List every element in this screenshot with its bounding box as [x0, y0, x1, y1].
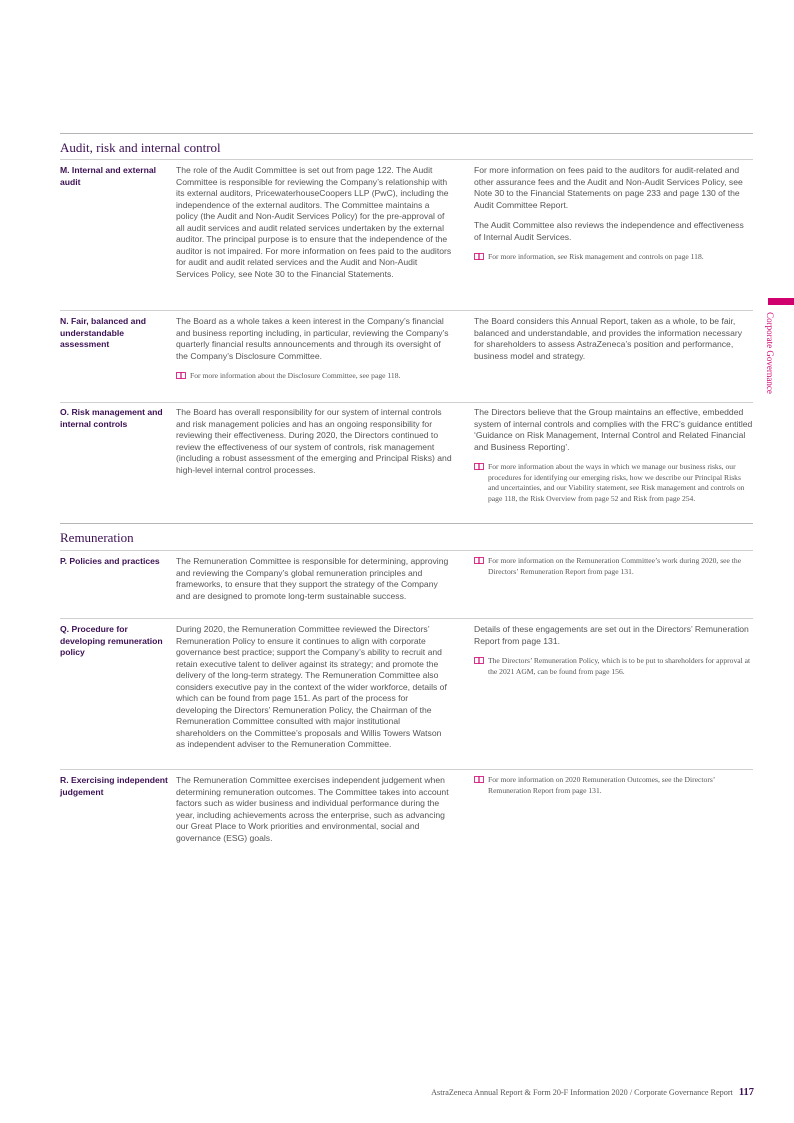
row-col2 [474, 624, 753, 677]
row-body [176, 556, 452, 602]
row-col2 [474, 556, 753, 577]
col2-paragraph: The Directors believe that the Group maintains an effective, embedded system of internal controls and complies with the FRC’s guidance entitled ‘Guidance on Risk Management, Internal Control and Related Financial and Business Reporting’. [474, 407, 753, 452]
row-body-text: The Board has overall responsibility for our system of internal controls and risk management policies and has an ongoing responsibility for reviewing their effectiveness. During 2020, the Directors continued to review the effectiveness of our system of controls, risk management (including a robust assessment of the emerging and Principal Risks) and high-level internal control processes. [176, 407, 452, 475]
section-top-rule [60, 133, 753, 134]
book-icon [474, 657, 484, 664]
row-body-text: The Remuneration Committee exercises independent judgement when determining remuneration outcomes. The Committee takes into account factors such as wider business and individual performance during the year, including achievements across the enterprise, such as advancing our Great Place to Work priorities and environmental, social and governance (ESG) goals. [176, 775, 449, 843]
note-text: For more information about the ways in which we manage our business risks, our procedures for identifying our emerging risks, how we describe our Principal Risks and uncertainties, and our Viability statement, see Risk management and controls on page 118, the Risk Overview from page 52 and Risk from page 254. [488, 462, 745, 503]
row-label: M. Internal and external audit [60, 165, 156, 187]
note-text: For more information, see Risk management and controls on page 118. [488, 252, 704, 261]
section-title-audit: Audit, risk and internal control [60, 140, 221, 155]
section-divider [60, 159, 753, 160]
row-label: P. Policies and practices [60, 556, 160, 566]
cross-reference-note [176, 371, 452, 382]
col2-paragraph: For more information on fees paid to the auditors for audit-related and other assurance fees and the Audit and Non-Audit Services Policy, see Note 30 to the Financial Statements on page 233 and page 130 of the Audit Committee Report. [474, 165, 743, 210]
side-tab-marker [768, 298, 794, 305]
cross-reference-note [474, 656, 753, 677]
side-tab-label: Corporate Governance [765, 312, 775, 394]
row-col2 [474, 407, 753, 504]
book-icon [474, 463, 484, 470]
row-divider [60, 769, 753, 770]
book-icon [474, 557, 484, 564]
row-body-text: The role of the Audit Committee is set out from page 122. The Audit Committee is responsible for reviewing the Company’s relationship with its external auditors, PricewaterhouseCoopers LLP (PwC), including the independence of the external auditors. The Committee maintains a policy (the Audit and Non-Audit Services Policy) for the pre-approval of all audit services and audit related services undertaken by the external auditor. The principal purpose is to ensure that the independence of the auditor is not impaired. For more information on fees paid to the auditors for audit and audit related services and the Audit and Non-Audit Services Policy, see Note 30 to the Financial Statements. [176, 165, 452, 279]
note-text: For more information about the Disclosure Committee, see page 118. [190, 371, 401, 380]
row-label: O. Risk management and internal controls [60, 407, 163, 429]
page-number: 117 [738, 1087, 754, 1098]
cross-reference-note [474, 775, 753, 796]
row-divider [60, 402, 753, 403]
cross-reference-note [474, 462, 753, 504]
page-footer [431, 1087, 754, 1098]
row-body [176, 775, 452, 844]
row-col2 [474, 165, 753, 263]
row-body [176, 624, 452, 751]
row-body [176, 407, 452, 476]
section-divider [60, 550, 753, 551]
section-top-rule [60, 523, 753, 524]
row-divider [60, 618, 753, 619]
row-label: N. Fair, balanced and understandable assessment [60, 316, 146, 349]
row-body-text: The Remuneration Committee is responsible for determining, approving and reviewing the Company’s global remuneration principles and frameworks, to ensure that they support the strategy of the Company and are designed to promote long-term sustainable success. [176, 556, 449, 601]
row-body-text: During 2020, the Remuneration Committee reviewed the Directors’ Remuneration Policy to ensure it continues to align with corporate governance best practice; support the Company’s ability to recruit and retain executive talent to deliver against its strategy; and promote the delivery of the long-term strategy. The Remuneration Committee also considers executive pay in the context of the wider workforce, details of which can be found from page 151. As part of the process for developing the Directors’ Remuneration Policy, the Chairman of the Remuneration Committee consulted with major institutional shareholders on the Committee’s proposals and Willis Towers Watson as independent adviser to the Remuneration Committee. [176, 624, 447, 749]
col2-paragraph: The Board considers this Annual Report, taken as a whole, to be fair, balanced and understandable, and provides the information necessary for shareholders to assess AstraZeneca’s position and performance, business model and strategy. [474, 316, 743, 361]
row-body [176, 316, 452, 382]
row-divider [60, 310, 753, 311]
book-icon [176, 372, 186, 379]
row-body-text: The Board as a whole takes a keen interest in the Company’s financial and business reporting including, in particular, reviewing the Company’s quarterly financial results announcements and through its oversight of the Company’s Disclosure Committee. [176, 316, 449, 361]
cross-reference-note [474, 252, 753, 263]
col2-paragraph: The Audit Committee also reviews the independence and effectiveness of Internal Audit Services. [474, 220, 744, 242]
section-title-remuneration: Remuneration [60, 530, 134, 545]
row-body [176, 165, 452, 280]
book-icon [474, 776, 484, 783]
footer-text: AstraZeneca Annual Report & Form 20-F Information 2020 / Corporate Governance Report [431, 1088, 733, 1097]
note-text: The Directors’ Remuneration Policy, which is to be put to shareholders for approval at the 2021 AGM, can be found from page 156. [488, 656, 751, 676]
col2-paragraph: Details of these engagements are set out in the Directors’ Remuneration Report from page 131. [474, 624, 749, 646]
row-col2 [474, 775, 753, 796]
cross-reference-note [474, 556, 753, 577]
book-icon [474, 253, 484, 260]
row-label: R. Exercising independent judgement [60, 775, 168, 797]
row-col2 [474, 316, 753, 362]
row-label: Q. Procedure for developing remuneration policy [60, 624, 163, 657]
note-text: For more information on 2020 Remuneration Outcomes, see the Directors’ Remuneration Report from page 131. [488, 775, 715, 795]
note-text: For more information on the Remuneration Committee’s work during 2020, see the Directors’ Remuneration Report from page 131. [488, 556, 742, 576]
